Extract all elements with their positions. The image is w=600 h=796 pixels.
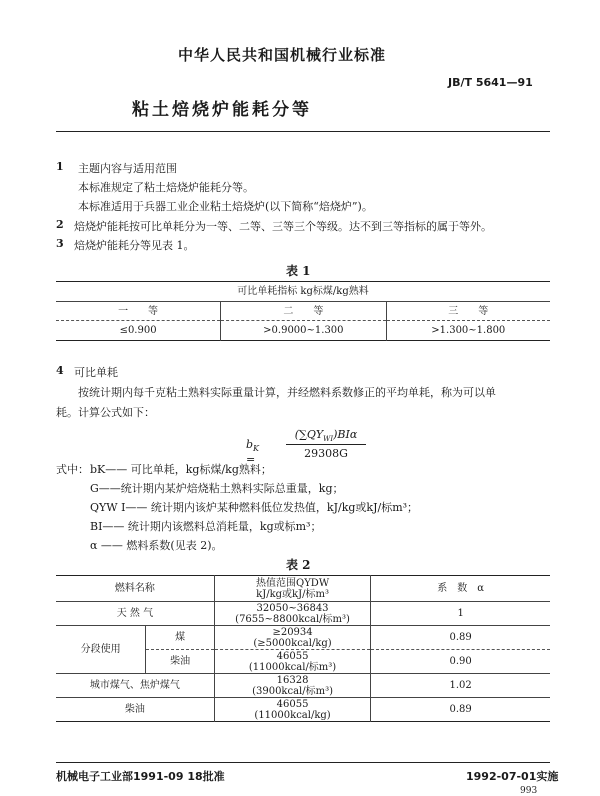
formula-equals: = [246, 453, 256, 467]
formula-lhs-symbol: b [246, 438, 254, 451]
table-2-row-5-heat-line-1: 46055 [276, 698, 309, 710]
table-2-caption: 表 2 [286, 558, 311, 572]
org-title: 中华人民共和国机械行业标准 [178, 46, 387, 64]
table-2-row-4-heat-line-2: (3900kcal/标m³) [252, 685, 334, 697]
table-1-grade-1: 一 等 [118, 305, 159, 317]
section-3-number: 3 [56, 237, 64, 250]
section-4-number: 4 [56, 364, 64, 377]
def-g: G——统计期内某炉焙烧粘土熟料实际总重量，kg； [90, 482, 344, 495]
table-2-row-4-heat-line-1: 16328 [276, 674, 309, 686]
table-2-header-heat-line-1: 热值范围QYDW [256, 577, 330, 589]
table-2-row-2-group: 分段使用 [56, 626, 146, 674]
table-1-value-3: >1.300~1.800 [386, 321, 550, 341]
approval-date: 机械电子工业部1991-09 18批准 [56, 770, 225, 783]
table-2-row-5-heat-line-2: (11000kcal/kg) [254, 709, 331, 721]
table-2-row-3-heat-line-2: (11000kcal/标m³) [248, 661, 337, 673]
formula-denominator: 29308G [304, 447, 348, 460]
table-2-row-2-coef: 0.89 [371, 626, 550, 650]
formula-lhs-sub: K [253, 444, 260, 454]
table-2-row-5-coef: 0.89 [371, 698, 550, 722]
table-2-row-1-heat [214, 602, 370, 626]
table-2-header-heat [214, 576, 370, 602]
table-2-row-5-name: 柴油 [124, 704, 145, 715]
table-2-row-5-heat [214, 698, 370, 722]
table-2-row-4-coef: 1.02 [371, 674, 550, 698]
formula-numerator [286, 428, 366, 443]
section-2-number: 2 [56, 218, 64, 231]
def-q: QYW I—— 统计期内该炉某种燃料低位发热值，kJ/kg或kJ/标m³； [90, 501, 419, 514]
section-2-text: 焙烧炉能耗按可比单耗分为一等、二等、三等三个等级。达不到三等指标的属于等外。 [74, 220, 492, 233]
defs-intro: 式中： [56, 463, 89, 476]
table-1-header: 可比单耗指标 kg标煤/kg熟料 [237, 286, 369, 297]
section-1-para-2: 本标准适用于兵器工业企业粘土焙烧炉(以下简称“焙烧炉”)。 [78, 200, 373, 213]
formula-numerator-head: (∑QY [294, 428, 324, 441]
section-4-para-1: 按统计期内每千克粘土熟料实际重量计算，并经燃料系数修正的平均单耗，称为可以单 [78, 386, 496, 399]
table-2-row-1-heat-line-2: (7655~8800kcal/标m³) [235, 613, 350, 625]
table-2-row-2-heat-line-1: ≥20934 [272, 626, 313, 638]
section-4-title: 可比单耗 [74, 366, 118, 379]
section-3-text: 焙烧炉能耗分等见表 1。 [74, 239, 195, 252]
table-2-row-2-heat-line-2: (≥5000kcal/kg) [253, 637, 332, 649]
implementation-date: 1992-07-01实施 [466, 770, 559, 783]
table-2-row-1-heat-line-1: 32050~36843 [256, 602, 329, 614]
table-2-row-4-name: 城市煤气、焦炉煤气 [89, 680, 180, 691]
table-1-value-1: ≤0.900 [119, 325, 157, 336]
table-2-row-1-name: 天 然 气 [116, 608, 154, 619]
section-1-number: 1 [56, 160, 64, 173]
table-2-header-fuel: 燃料名称 [114, 583, 155, 594]
table-1-grade-3: 三 等 [386, 302, 550, 321]
section-1-title: 主题内容与适用范围 [78, 162, 177, 175]
standard-number: JB/T 5641—91 [448, 76, 533, 89]
table-2-row-4-heat [214, 674, 370, 698]
section-1-para-1: 本标准规定了粘土焙烧炉能耗分等。 [78, 181, 254, 194]
def-alpha: α —— 燃料系数(见表 2)。 [90, 539, 223, 552]
table-2-header-heat-line-2: kJ/kg或kJ/标m³ [256, 588, 329, 600]
page-number: 993 [520, 786, 538, 796]
table-2-row-2-heat [214, 626, 370, 650]
table-2-header-coef: 系 数 α [371, 576, 550, 602]
table-1 [56, 281, 550, 341]
document-title: 粘土焙烧炉能耗分等 [132, 100, 312, 120]
def-bk: bK—— 可比单耗，kg标煤/kg熟料； [90, 463, 272, 476]
table-2-row-2-sub: 煤 [146, 626, 215, 650]
formula-numerator-sub: WI [323, 435, 334, 444]
footer-rule [56, 762, 550, 763]
formula-numerator-tail: )BIα [333, 428, 358, 441]
table-2-row-1-coef: 1 [371, 602, 550, 626]
formula-fraction-bar [286, 444, 366, 445]
section-4-para-2: 耗。计算公式如下： [56, 406, 155, 419]
table-2 [56, 575, 550, 722]
table-1-grade-2: 二 等 [221, 302, 386, 321]
header-rule [56, 131, 550, 132]
table-2-row-3-coef: 0.90 [371, 650, 550, 674]
table-1-value-2: >0.9000~1.300 [221, 321, 386, 341]
table-2-row-3-heat-line-1: 46055 [276, 650, 309, 662]
table-2-row-3-heat [214, 650, 370, 674]
table-2-row-3-sub: 柴油 [146, 650, 215, 674]
def-b: BI—— 统计期内该燃料总消耗量，kg或标m³； [90, 520, 322, 533]
table-1-caption: 表 1 [286, 264, 311, 278]
